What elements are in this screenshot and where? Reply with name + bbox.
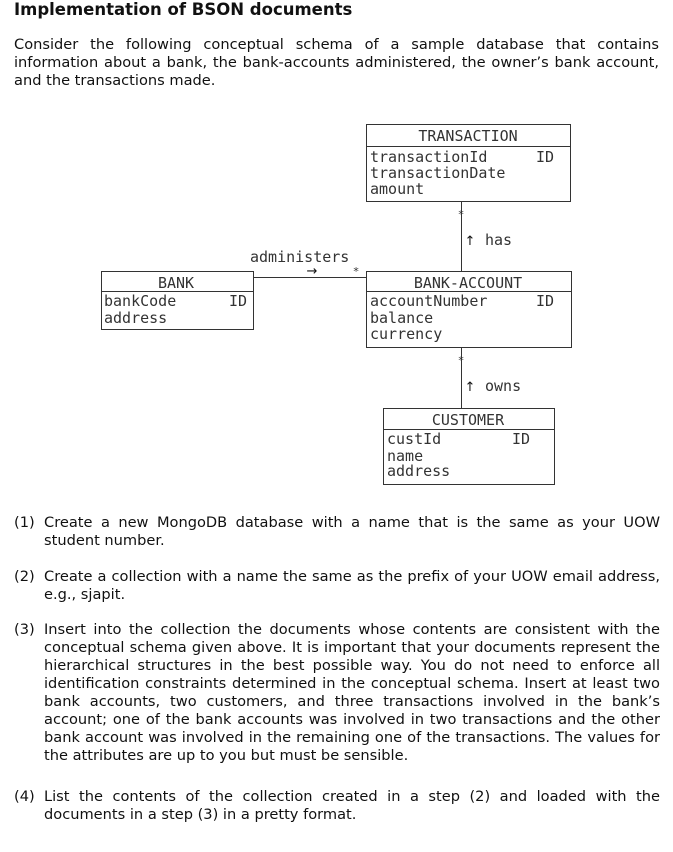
transaction-id-label: ID xyxy=(536,148,555,166)
customer-attr-name: name xyxy=(387,447,424,465)
bank-account-id-label: ID xyxy=(536,292,555,310)
transaction-attr-transactiondate: transactionDate xyxy=(370,164,506,182)
administers-arrow-icon: → xyxy=(306,264,318,279)
intro-paragraph: Consider the following conceptual schema of a sample database that contains information about a bank, the bank-accounts administered, the owner’s bank account, and the transactions made. xyxy=(14,36,659,89)
bank-id-label: ID xyxy=(229,292,248,310)
task-number: (3) xyxy=(14,621,35,638)
has-label: has xyxy=(485,231,513,249)
page-title: Implementation of BSON documents xyxy=(14,0,353,19)
owns-arrow-icon: ↑ xyxy=(464,380,476,395)
has-multiplicity: * xyxy=(457,208,465,221)
bank-account-attr-currency: currency xyxy=(370,325,443,343)
bank-account-attr-balance: balance xyxy=(370,309,434,327)
task-text: Insert into the collection the documents whose contents are consistent with the conceptual schema given above. It is important that your documents represent the hierarchical structures in the best possible way. You do not need to enforce all identification constraints determined in the conceptual schema. Insert at least two bank accounts, two customers, and three transactions involved in the bank’s account; one of the bank accounts was involved in two transactions and the other bank account was involved in the remaining one of the transactions. The values for the attributes are up to you but must be sensible. xyxy=(44,621,660,764)
customer-attr-address: address xyxy=(387,462,451,480)
bank-account-class-name: BANK-ACCOUNT xyxy=(413,274,523,292)
task-text: Create a new MongoDB database with a name that is the same as your UOW student number. xyxy=(44,514,660,549)
bank-attr-bankcode: bankCode xyxy=(104,292,177,310)
task-item xyxy=(14,514,660,550)
has-arrow-icon: ↑ xyxy=(464,234,476,249)
task-number: (4) xyxy=(14,788,35,805)
owns-label: owns xyxy=(485,377,522,395)
task-item xyxy=(14,788,660,824)
administers-multiplicity: * xyxy=(352,265,360,278)
task-number: (2) xyxy=(14,568,35,585)
task-item xyxy=(14,568,660,604)
customer-id-label: ID xyxy=(512,430,531,448)
task-text: Create a collection with a name the same as the prefix of your UOW email address, e.g., sjapit. xyxy=(44,568,660,603)
customer-class-name: CUSTOMER xyxy=(431,411,505,429)
customer-attr-custid: custId xyxy=(387,430,442,448)
task-number: (1) xyxy=(14,514,35,531)
administers-label: administers xyxy=(250,248,350,266)
bank-class-name: BANK xyxy=(157,274,195,292)
task-item xyxy=(14,621,660,765)
transaction-attr-amount: amount xyxy=(370,180,425,198)
owns-multiplicity: * xyxy=(457,354,465,367)
bank-account-attr-accountnumber: accountNumber xyxy=(370,292,488,310)
task-text: List the contents of the collection created in a step (2) and loaded with the documents in a step (3) in a pretty format. xyxy=(44,788,660,823)
bank-attr-address: address xyxy=(104,309,168,327)
transaction-attr-transactionid: transactionId xyxy=(370,148,488,166)
transaction-class-name: TRANSACTION xyxy=(418,127,518,145)
